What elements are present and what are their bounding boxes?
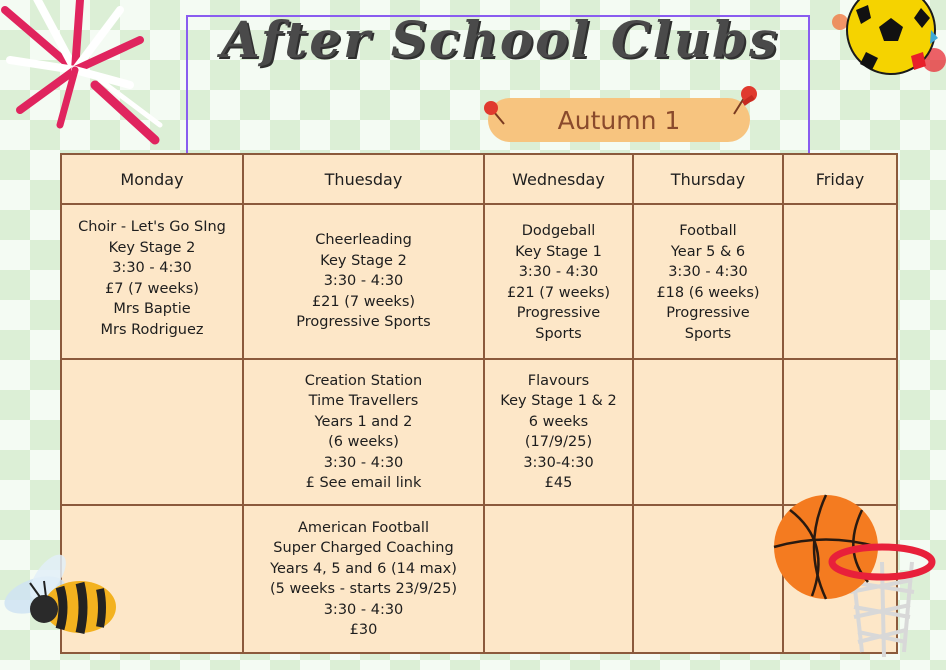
club-line: Mrs Rodriguez xyxy=(100,321,204,338)
club-line: 3:30 - 4:30 xyxy=(323,273,404,290)
club-line: Sports xyxy=(535,325,582,342)
club-line: Progressive xyxy=(516,305,601,321)
club-line: (17/9/25) xyxy=(524,434,593,450)
club-line: Cheerleading xyxy=(315,232,412,249)
club-line: £21 (7 weeks) xyxy=(506,284,611,301)
day-header-tuesday: Thuesday xyxy=(243,154,484,204)
club-cell xyxy=(633,204,783,359)
day-header-thursday: Thursday xyxy=(633,154,783,204)
club-line: £30 xyxy=(349,622,378,638)
day-header-friday: Friday xyxy=(783,154,897,204)
empty-cell xyxy=(633,359,783,505)
club-cell xyxy=(61,204,243,359)
club-line: Dodgeball xyxy=(521,223,596,239)
club-cell xyxy=(243,204,484,359)
club-line: American Football xyxy=(297,519,429,536)
club-line: 3:30 - 4:30 xyxy=(112,260,192,276)
club-line: 6 weeks xyxy=(528,413,589,430)
day-header-row xyxy=(61,154,897,204)
club-line: Sports xyxy=(684,325,732,342)
club-line: Mrs Baptie xyxy=(113,301,191,317)
club-line: Key Stage 1 & 2 xyxy=(500,393,617,409)
empty-cell xyxy=(633,505,783,653)
club-line: Key Stage 2 xyxy=(108,239,196,256)
club-line: Choir - Let's Go SIng xyxy=(78,219,226,235)
club-cell xyxy=(243,505,484,653)
club-line: 3:30 - 4:30 xyxy=(323,601,404,618)
club-line: 3:30 - 4:30 xyxy=(668,264,748,280)
club-line: £45 xyxy=(544,475,573,491)
club-line: Progressive xyxy=(666,305,750,321)
club-line: £18 (6 weeks) xyxy=(656,284,760,301)
club-line: £7 (7 weeks) xyxy=(105,280,199,297)
club-line: (5 weeks - starts 23/9/25) xyxy=(269,581,458,597)
club-line: Progressive Sports xyxy=(296,314,431,331)
pompom-icon xyxy=(0,0,170,150)
basketball-hoop-icon xyxy=(772,492,946,662)
club-cell xyxy=(484,204,633,359)
table-row xyxy=(61,204,897,359)
club-line: Years 1 and 2 xyxy=(314,413,413,430)
club-line: Time Travellers xyxy=(308,393,419,409)
soccer-ball-icon xyxy=(826,0,946,85)
day-header-monday: Monday xyxy=(61,154,243,204)
club-line: Flavours xyxy=(527,372,590,389)
club-line: £21 (7 weeks) xyxy=(311,293,416,310)
club-line: Years 4, 5 and 6 (14 max) xyxy=(270,560,457,577)
club-line: 3:30-4:30 xyxy=(523,454,594,471)
club-line: Key Stage 1 xyxy=(515,243,602,260)
empty-cell xyxy=(783,204,897,359)
term-label: Autumn 1 xyxy=(557,105,681,135)
empty-cell xyxy=(61,359,243,505)
selection-outline xyxy=(186,15,810,163)
club-line: 3:30 - 4:30 xyxy=(518,264,599,280)
table-row xyxy=(61,359,897,505)
empty-cell xyxy=(783,359,897,505)
club-line: Football xyxy=(679,223,737,239)
club-line: 3:30 - 4:30 xyxy=(323,454,404,471)
club-cell xyxy=(243,359,484,505)
club-line: (6 weeks) xyxy=(328,434,399,450)
club-line: Key Stage 2 xyxy=(320,252,407,269)
club-line: Super Charged Coaching xyxy=(273,540,454,556)
club-line: Creation Station xyxy=(304,372,423,389)
page-title: After School Clubs xyxy=(220,10,780,69)
day-header-wednesday: Wednesday xyxy=(484,154,633,204)
club-line: Year 5 & 6 xyxy=(670,243,746,260)
empty-cell xyxy=(484,505,633,653)
bee-icon xyxy=(0,545,130,655)
club-cell xyxy=(484,359,633,505)
club-line: £ See email link xyxy=(305,475,422,491)
